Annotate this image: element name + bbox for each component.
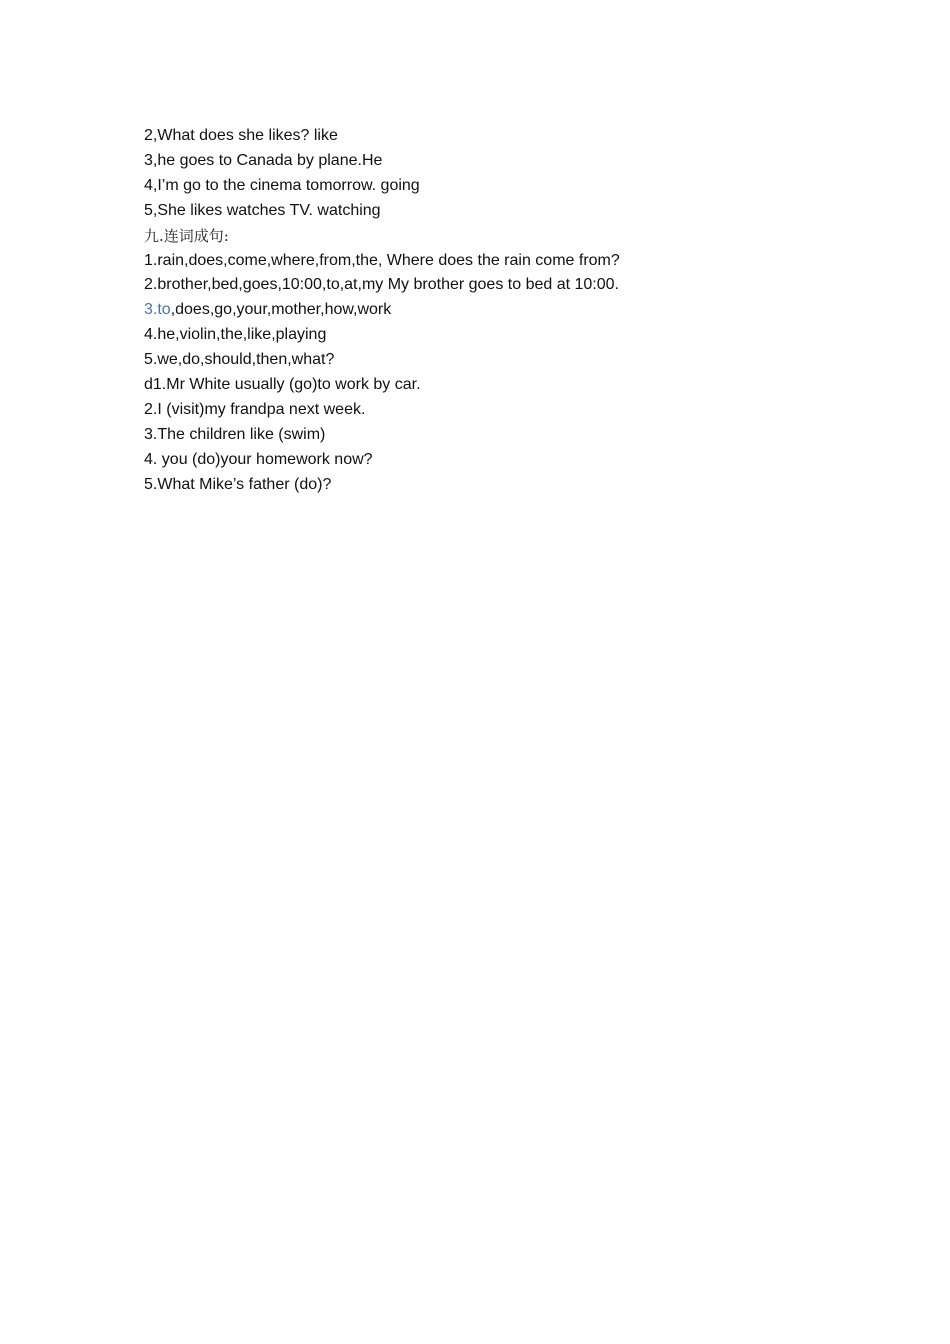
- text-line: 2.brother,bed,goes,10:00,to,at,my My brother goes to bed at 10:00.: [144, 276, 619, 294]
- text-line: [144, 298, 904, 323]
- text-line: 1.rain,does,come,where,from,the, Where does the rain come from?: [144, 251, 620, 269]
- text-segment: ,does,go,your,mother,how,work: [170, 301, 392, 319]
- document-body: [144, 124, 904, 498]
- section-heading: 九.连词成句:: [144, 226, 229, 245]
- text-line: 4.he,violin,the,like,playing: [144, 326, 327, 344]
- text-line: 4,I’m go to the cinema tomorrow. going: [144, 176, 420, 194]
- text-line: 3,he goes to Canada by plane.He: [144, 151, 383, 169]
- text-line: d1.Mr White usually (go)to work by car.: [144, 376, 421, 394]
- text-line: 5.we,do,should,then,what?: [144, 351, 335, 369]
- text-line: 2.I (visit)my frandpa next week.: [144, 400, 366, 418]
- text-line: 5,She likes watches TV. watching: [144, 201, 381, 219]
- text-line: 5.What Mike’s father (do)?: [144, 475, 332, 493]
- highlighted-text: 3.to: [144, 301, 171, 319]
- text-line: 3.The children like (swim): [144, 425, 326, 443]
- text-line: 2,What does she likes? like: [144, 127, 338, 144]
- text-line: 4. you (do)your homework now?: [144, 450, 373, 468]
